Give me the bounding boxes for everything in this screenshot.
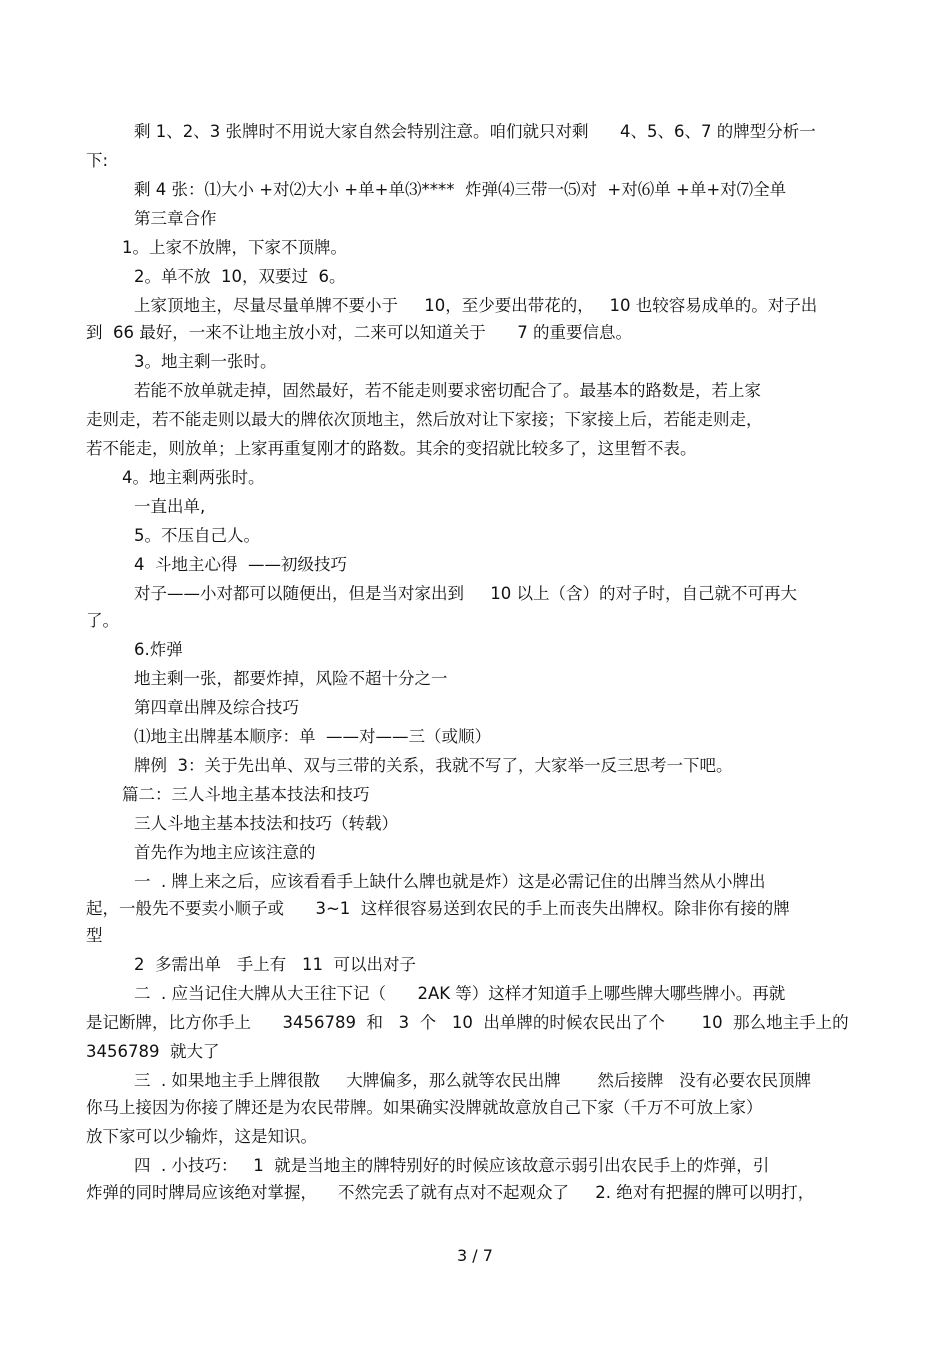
text-line: 炸弹的同时牌局应该绝对掌握， 不然完丢了就有点对不起观众了 2. 绝对有把握的牌可以明打， [86,1183,815,1202]
text-line: 2。单不放 10，双要过 6。 [134,267,346,286]
text-line: 6.炸弹 [134,640,183,659]
text-line: 走则走，若不能走则以最大的牌依次顶地主，然后放对让下家接；下家接上后，若能走则走， [86,410,763,429]
text-line: 5。不压自己人。 [134,526,260,545]
section-heading: 第三章合作 [134,209,217,228]
text-line: 到 66 最好，一来不让地主放小对，二来可以知道关于 7 的重要信息。 [86,323,632,342]
text-line: 起，一般先不要卖小顺子或 3~1 这样很容易送到农民的手上而丧失出牌权。除非你有接的牌 [86,899,790,918]
text-line: 了。 [86,611,119,630]
text-line: 3。地主剩一张时。 [134,352,277,371]
text-line: 地主剩一张，都要炸掉，风险不超十分之一 [134,669,448,688]
text-line: 放下家可以少输炸，这是知识。 [86,1127,317,1146]
text-line: 你马上接因为你接了牌还是为农民带牌。如果确实没牌就故意放自己下家（千万不可放上家） [86,1098,763,1117]
text-line: 牌例 3：关于先出单、双与三带的关系，我就不写了，大家举一反三思考一下吧。 [134,756,733,775]
text-line: 对子——小对都可以随便出，但是当对家出到 10 以上（含）的对子时，自己就不可再大 [134,584,797,603]
text-line: 上家顶地主，尽量尽量单牌不要小于 10，至少要出带花的， 10 也较容易成单的。对子出 [134,296,818,315]
text-line: 型 [86,926,103,945]
text-line: 若不能走，则放单；上家再重复刚才的路数。其余的变招就比较多了，这里暂不表。 [86,439,697,458]
text-line: 首先作为地主应该注意的 [134,843,316,862]
text-line: 4。地主剩两张时。 [122,468,265,487]
text-line: 剩 4 张：⑴大小 +对⑵大小 +单+单⑶**** 炸弹⑷三带一⑸对 +对⑹单 +单+对⑺全单 [134,180,787,199]
text-line: 一 . 牌上来之后，应该看看手上缺什么牌也就是炸）这是必需记住的出牌当然从小牌出 [134,872,766,891]
text-line: 二 . 应当记住大牌从大王往下记（ 2AK 等）这样才知道手上哪些牌大哪些牌小。再就 [134,984,786,1003]
text-line: 四 . 小技巧： 1 就是当地主的牌特别好的时候应该故意示弱引出农民手上的炸弹，引 [134,1156,770,1175]
text-line: 2 多需出单 手上有 11 可以出对子 [134,955,416,974]
text-line: 1。上家不放牌，下家不顶牌。 [122,238,347,257]
text-line: 若能不放单就走掉，固然最好，若不能走则要求密切配合了。最基本的路数是，若上家 [134,381,761,400]
text-line: 3456789 就大了 [86,1042,220,1061]
text-line: 一直出单, [134,497,206,516]
page-number: 3 / 7 [457,1246,493,1265]
text-line: 三人斗地主基本技法和技巧（转载） [134,814,398,833]
section-heading: 第四章出牌及综合技巧 [134,698,299,717]
text-line: ⑴地主出牌基本顺序：单 ——对——三（或顺） [134,727,491,746]
section-heading: 篇二：三人斗地主基本技法和技巧 [122,785,370,804]
text-line: 三 . 如果地主手上牌很散 大牌偏多，那么就等农民出牌 然后接牌 没有必要农民顶牌 [134,1071,812,1090]
text-line: 4 斗地主心得 ——初级技巧 [134,555,347,574]
text-line: 下: [86,151,109,170]
text-line: 是记断牌，比方你手上 3456789 和 3 个 10 出单牌的时候农民出了个 10 那么地主手上的 [86,1013,849,1032]
text-line: 剩 1、2、3 张牌时不用说大家自然会特别注意。咱们就只对剩 4、5、6、7 的牌型分析一 [134,122,816,141]
